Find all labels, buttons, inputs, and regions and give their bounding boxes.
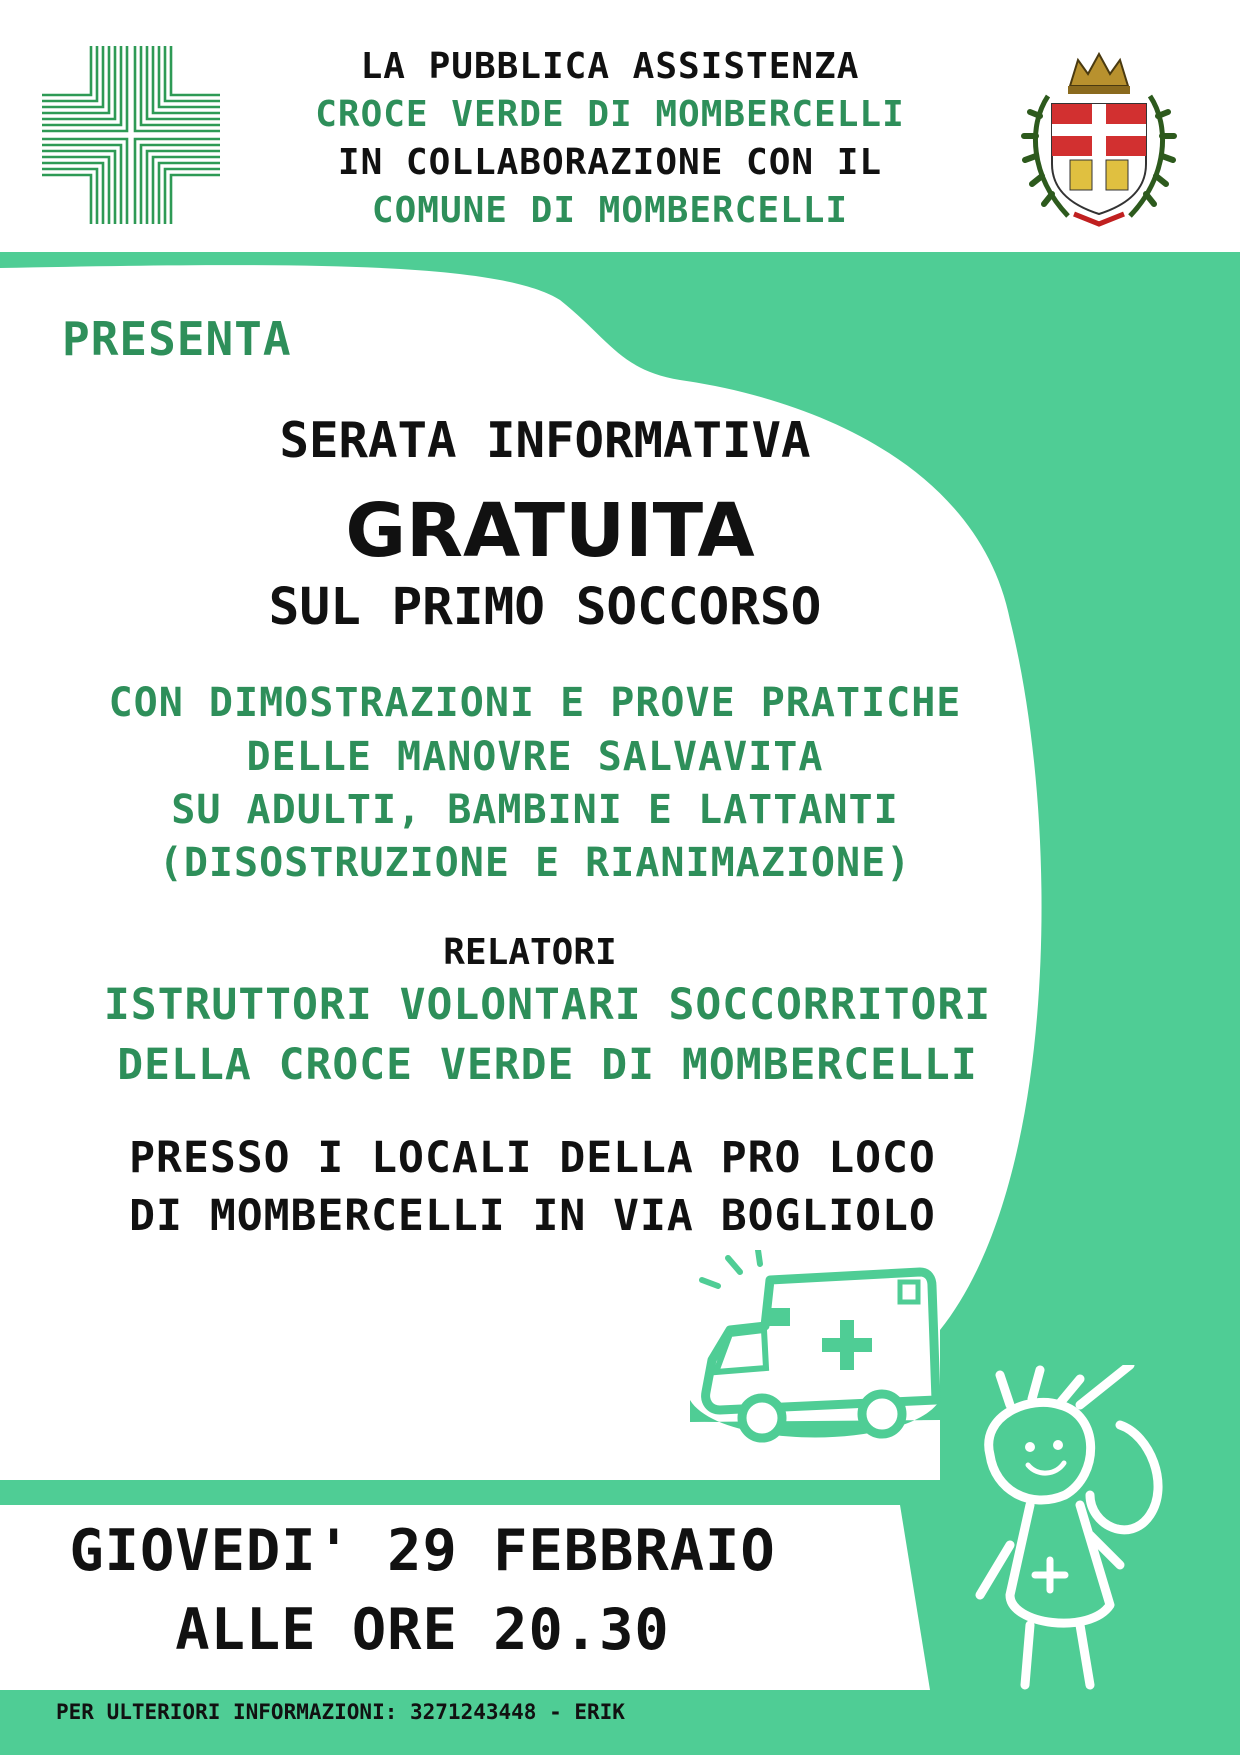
speakers-line-2: DELLA CROCE VERDE DI MOMBERCELLI [117, 1040, 978, 1090]
event-title-line-1: SERATA INFORMATIVA [279, 412, 811, 469]
description-line-1: CON DIMOSTRAZIONI E PROVE PRATICHE [108, 680, 962, 726]
header-line-3: IN COLLABORAZIONE CON IL [337, 142, 883, 183]
header-line-4: COMUNE DI MOMBERCELLI [371, 190, 849, 231]
location-line-1: PRESSO I LOCALI DELLA PRO LOCO [129, 1133, 936, 1183]
speakers-line-1: ISTRUTTORI VOLONTARI SOCCORRITORI [103, 980, 992, 1030]
speakers-label: RELATORI [443, 932, 617, 973]
presenta-label: PRESENTA [62, 312, 292, 366]
event-time: ALLE ORE 20.30 [175, 1597, 670, 1663]
description-line-2: DELLE MANOVRE SALVAVITA [246, 734, 824, 780]
event-title-line-3: SUL PRIMO SOCCORSO [268, 578, 822, 637]
contact-info: PER ULTERIORI INFORMAZIONI: 3271243448 - ERIK [56, 1700, 625, 1724]
ambulance-icon [690, 1250, 950, 1450]
event-title-free: GRATUITA [345, 488, 755, 574]
croce-verde-logo [42, 46, 220, 224]
rescuer-mascot-icon [970, 1365, 1180, 1695]
header-line-1: LA PUBBLICA ASSISTENZA [360, 46, 860, 87]
description-line-4: (DISOSTRUZIONE E RIANIMAZIONE) [158, 840, 912, 886]
description-line-3: SU ADULTI, BAMBINI E LATTANTI [171, 787, 899, 833]
comune-crest-icon [1018, 46, 1180, 230]
event-date: GIOVEDI' 29 FEBBRAIO [69, 1518, 776, 1584]
location-line-2: DI MOMBERCELLI IN VIA BOGLIOLO [129, 1191, 936, 1241]
header-line-2: CROCE VERDE DI MOMBERCELLI [315, 94, 905, 135]
